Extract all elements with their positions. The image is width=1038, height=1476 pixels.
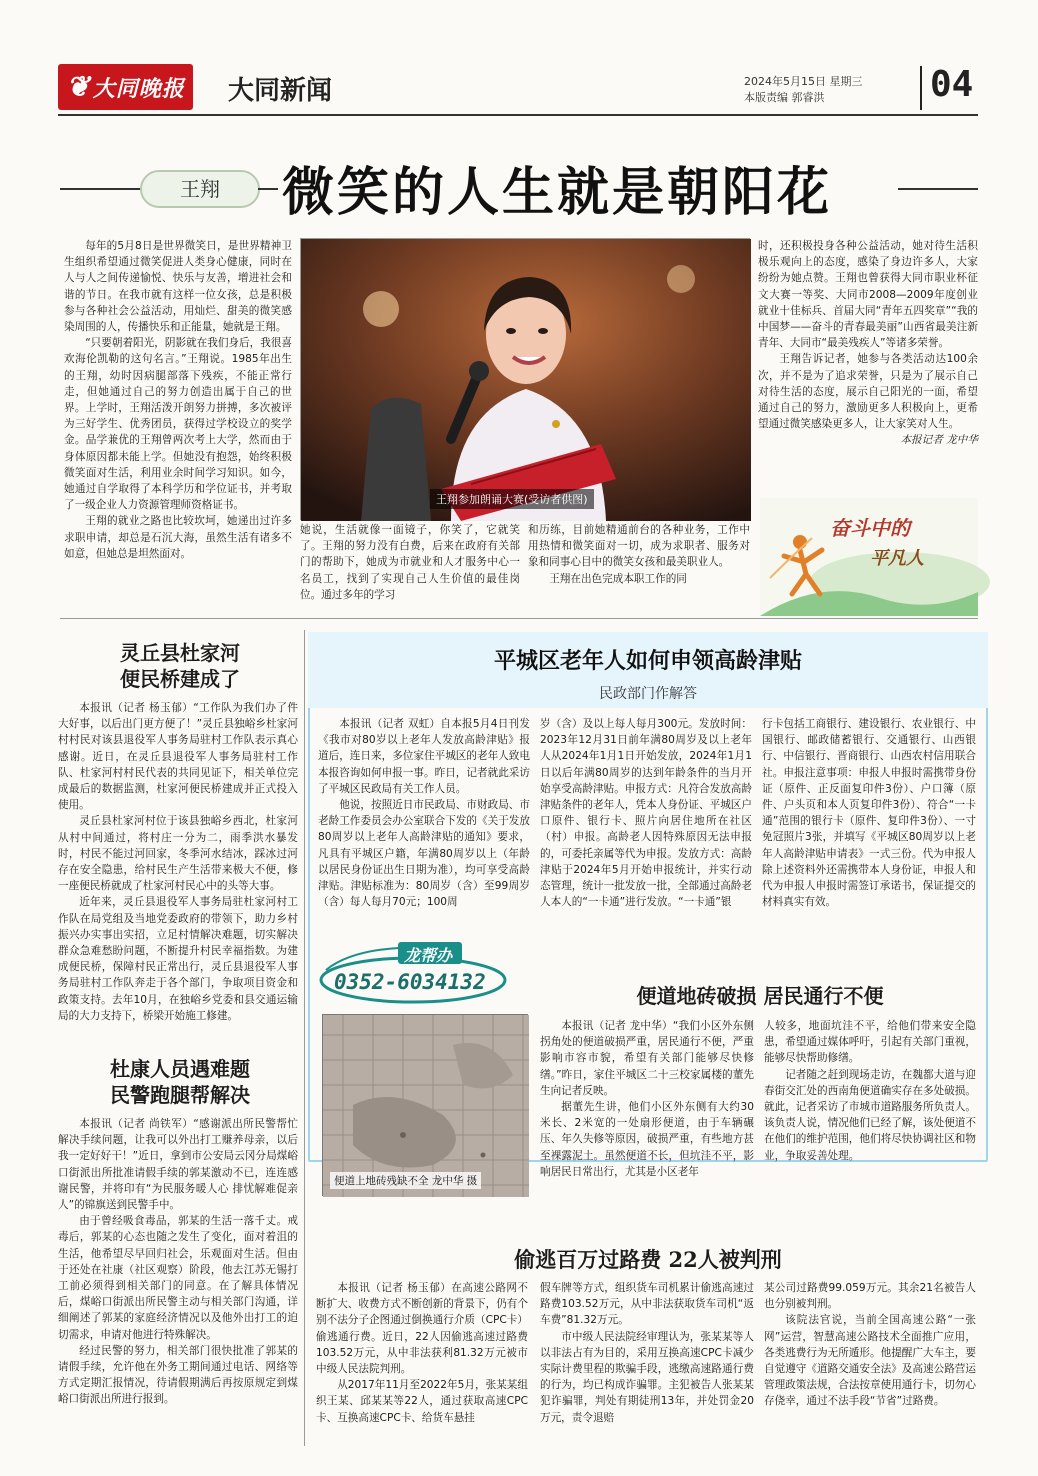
toll-paragraph: 本报讯（记者 杨玉郁）在高速公路网不断扩大、收费方式不断创新的背景下，仍有个别不法分子企图通过倒换通行介质（CPC卡）偷逃通行费。近日，22人因偷逃高速过路费103.52万元，从中非法获利81.32万元被市中级人民法院判刑。 (316, 1282, 528, 1376)
lead-column-2 (300, 522, 520, 606)
bridge-paragraph: 近年来，灵丘县退役军人事务局驻杜家河村工作队在局党组及当地党委政府的带领下，助力乡村振兴办实事出实招，立足村情解决难题，切实解决群众急难愁盼问题，不断提升村民幸福指数。为建成便民桥，保障村民正常出行，灵丘县退役军人事务局驻村工作队奔走于各个部门，争取项目资金和政策支持。去年10月，在独峪乡党委和县交通运输局的大力支持下，桥梁开始施工修建。 (58, 896, 298, 1022)
pension-column-3 (762, 716, 976, 938)
issue-date: 2024年5月15日 星期三 (744, 75, 863, 88)
lead-headline: 微笑的人生就是朝阳花 (282, 162, 833, 223)
fendou-badge (760, 498, 978, 616)
lead-byline: 本报记者 龙中华 (900, 434, 978, 447)
police-paragraph: 本报讯（记者 尚铁军）“感谢派出所民警帮忙解决手续问题，让我可以外出打工赚养母亲，以后我一定好好干！”近日，拿到市公安局云冈分局煤峪口街派出所批准请假手续的郭某激动不已，连连感谢民警，并将印有“为民服务暖人心 排忧解难促亲人”的锦旗送到民警手中。 (58, 1118, 298, 1212)
police-body (58, 1116, 298, 1444)
longbang-name: 龙帮办 (404, 946, 453, 965)
badge-line-2: 平凡人 (870, 548, 924, 569)
toll-paragraph: 从2017年11月至2022年5月，张某某组织王某、邱某某等22人，通过获取高速CPC卡、互换高速CPC卡、给货车悬挂 (316, 1379, 528, 1424)
lead-paragraph: 每年的5月8日是世界微笑日，是世界精神卫生组织希望通过微笑促进人类身心健康，同时在人与人之间传递愉悦、快乐与友善，增进社会和谐的节日。在我市就有这样一位女孩，总是积极参与各种社会公益活动，用灿烂、甜美的微笑感染周围的人，传播快乐和正能量，她就是王翔。 (64, 240, 292, 334)
sidewalk-paragraph: 据董先生讲，他们小区外东侧有大约30米长、2米宽的一处扇形便道，由于车辆碾压、年久失修等原因，破损严重，有些地方甚至裸露泥土。虽然便道不长，但坑洼不平，影响居民日常出行，尤其是小区老年 (540, 1101, 754, 1178)
section-title: 大同新闻 (228, 76, 333, 106)
broken-sidewalk-photo (322, 1014, 528, 1196)
toll-paragraph: 市中级人民法院经审理认为，张某某等人以非法占有为目的，采用互换高速CPC卡减少实际计费里程的欺骗手段，逃缴高速路通行费的行为，均已构成诈骗罪。主犯被告人张某某犯诈骗罪，判处有期徒刑13年，并处罚金20万元，责令退赔 (540, 1330, 754, 1424)
lead-paragraph: 王翔告诉记者，她参与各类活动达100余次，并不是为了追求荣誉，只是为了展示自己对待生活的态度，展示自己阳光的一面，希望通过自己的努力，激励更多人积极向上，更希望通过微笑感染更多人，让大家笑对人生。 (758, 353, 978, 431)
issue-date-block (744, 74, 863, 106)
sidewalk-column-2 (764, 1018, 976, 1198)
logo-text: 大同晚报 (92, 76, 185, 102)
lead-column-1 (64, 238, 292, 606)
woman-with-microphone-photo (301, 239, 751, 521)
pension-column-2 (540, 716, 752, 938)
badge-line-1: 奋斗中的 (830, 516, 910, 540)
police-headline-line-1: 杜康人员遇难题 (110, 1057, 250, 1081)
bridge-headline (60, 640, 300, 692)
sidewalk-paragraph: 本报讯（记者 龙中华）“我们小区外东侧拐角处的便道破损严重，居民通行不便，严重影响市容市貌，希望有关部门能够尽快修缮。”昨日，家住平城区二十三校家属楼的董先生向记者反映。 (540, 1020, 754, 1097)
police-headline-line-2: 民警跑腿帮解决 (110, 1083, 250, 1107)
pension-subheadline: 民政部门作解答 (599, 686, 697, 702)
newspaper-logo (58, 64, 193, 110)
police-headline (60, 1056, 300, 1108)
bridge-headline-line-2: 便民桥建成了 (120, 667, 240, 691)
lead-photo-caption: 王翔参加朗诵大赛(受访者供图) (430, 489, 594, 509)
lead-paragraph: 王翔在出色完成本职工作的同 (549, 572, 687, 585)
lead-paragraph: “只要朝着阳光，阴影就在我们身后，我很喜欢海伦凯勒的这句名言。”王翔说。1985年出生的王翔，幼时因病腿部落下残疾，不能正常行走，但她通过自己的努力创造出属于自己的世界。上学时，王翔活泼开朗努力拼搏，多次被评为三好学生、优秀团员，获得过学校设立的奖学金。品学兼优的王翔曾两次考上大学，然而由于身体原因都未能上学。但她没有抱怨，始终积极微笑面对生活，利用业余时间学习知识。如今，她通过自学取得了本科学历和学位证书，并考取了一级企业人力资源管理师资格证书。 (64, 337, 292, 512)
toll-paragraph: 某公司过路费99.059万元。其余21名被告人也分别被判刑。 (764, 1282, 976, 1311)
sidewalk-column-1 (540, 1018, 754, 1178)
lead-paragraph: 王翔的就业之路也比较坎坷，她递出过许多求职申请，却总是石沉大海，虽然生活有诸多不如意，但她总是坦然面对。 (64, 515, 292, 560)
longbang-phone: 0352-6034132 (334, 970, 486, 994)
pension-paragraph: 岁（含）及以上每人每月300元。发放时间：2023年12月31日前年满80周岁及以上老年人从2024年1月1日开始发放，2024年1月1日以后年满80周岁的达到年龄条件的当月开始享受高龄津贴。申报方式：凡符合发放高龄津贴条件的老年人，凭本人身份证、平城区户口原件、银行卡、照片向居住地所在社区（村）申报。高龄老人因特殊原因无法申报的，可委托亲属等代为申报。发放方式：高龄津贴于2024年5月开始申报统计，并实行动态管理，统计一批发放一批，全部通过高龄老人本人的“一卡通”进行发放。“一卡通”银 (540, 718, 752, 909)
masthead-divider (920, 66, 922, 110)
paving-tiles-photo (323, 1015, 529, 1197)
toll-paragraph: 该院法官说，当前全国高速公路“一张网”运营，智慧高速公路技术全面推广应用，各类逃费行为无所遁形。他提醒广大车主，要自觉遵守《道路交通安全法》及高速公路营运管理政策法规，合法按章使用通行卡，切勿心存侥幸，通过不法手段“节省”过路费。 (764, 1314, 976, 1408)
masthead-rule (58, 114, 978, 116)
page-editor: 本版责编 郭睿洪 (744, 91, 825, 104)
longbang-hotline-logo (318, 940, 508, 1006)
bridge-headline-line-1: 灵丘县杜家河 (120, 641, 240, 665)
title-rule-mid (258, 188, 278, 190)
lead-paragraph: 她说，生活就像一面镜子，你笑了，它就笑了。王翔的努力没有白费，后来在政府有关部门的帮助下，她成为市就业和人才服务中心一名员工，找到了实现自己人生价值的最佳岗位。通过多年的学习 (300, 524, 520, 601)
lead-paragraph: 时，还积极投身各种公益活动，她对待生活积极乐观向上的态度，感染了身边许多人，大家纷纷为她点赞。王翔也曾获得大同市职业杯征文大赛一等奖、大同市2008—2009年度创业就业十佳标兵、首届大同“青年五四奖章”“我的中国梦——奋斗的青春最美丽”山西省最美注新青年、大同市“最美残疾人”等诸多荣誉。 (758, 240, 978, 350)
bridge-paragraph: 灵丘县杜家河村位于该县独峪乡西北，杜家河从村中间通过，将村庄一分为二，雨季洪水暴发时，村民不能过河回家，冬季河水结冰，踩冰过河存在安全隐患，给村民生产生活带来极大不便，修一座便民桥就成了杜家河村民心中的头等大事。 (58, 815, 298, 893)
pension-column-1 (318, 716, 530, 938)
pension-paragraph: 行卡包括工商银行、建设银行、农业银行、中国银行、邮政储蓄银行、交通银行、山西银行、中信银行、晋商银行、山西农村信用联合社。申报注意事项：申报人申报时需携带身份证（原件、正反面复印件3份）、户口簿（原件、户头页和本人页复印件3份）、符合“一卡通”范围的银行卡（原件、复印件3份）、一寸免冠照片3张，并填写《平城区80周岁以上老年人高龄津贴申请表》一式三份。代为申报人除上述资料外还需携带本人身份证，申报人和代为申报人申报时需签订承诺书，保证提交的材料真实有效。 (762, 718, 976, 909)
sidewalk-paragraph: 人较多，地面坑洼不平，给他们带来安全隐患，希望通过媒体呼吁，引起有关部门重视，能够尽快帮助修缮。 (764, 1020, 976, 1065)
section-rule (60, 618, 978, 619)
police-paragraph: 经过民警的努力，相关部门很快批准了郭某的请假手续，允许他在外务工期间通过电话、网络等方式定期汇报情况，待请假期满后再按原规定到煤峪口街派出所进行报到。 (58, 1344, 298, 1406)
lead-photo (300, 238, 750, 520)
sidewalk-paragraph: 记者随之赶到现场走访，在魏都大道与迎春街交汇处的西南角便道确实存在多处破损。就此，记者采访了市城市道路服务所负责人。该负责人说，情况他们已经了解，该处便道不在他们的维护范围，他们将尽快协调社区和物业，争取妥善处理。 (764, 1068, 976, 1162)
lead-paragraph: 和历练，目前她精通前台的各种业务，工作中用热情和微笑面对一切，成为求职者、服务对象和同事心目中的微笑女孩和最美职业人。 (528, 524, 750, 569)
flame-logo-icon: ❦ (66, 70, 91, 103)
masthead (58, 64, 978, 116)
police-paragraph: 由于曾经吸食毒品，郭某的生活一落千丈。戒毒后，郭某的心态也随之发生了变化，面对着沮的生活，他希望尽早回归社会，乐观面对生活。但由于还处在社康（社区观察）阶段，他去江苏无锡打工前必须得到相关部门的同意。在了解具体情况后，煤峪口街派出所民警主动与相关部门沟通，详细阐述了郭某的家庭经济情况以及他外出打工的迫切需求，申请对他进行特殊解决。 (58, 1215, 298, 1341)
title-rule-right (898, 188, 978, 190)
lead-column-3 (528, 522, 750, 606)
bridge-body (58, 700, 298, 1042)
page-number: 04 (930, 64, 974, 105)
sidewalk-photo-caption: 便道上地砖残缺不全 龙中华 摄 (330, 1172, 481, 1189)
pension-paragraph: 他说，按照近日市民政局、市财政局、市老龄工作委员会办公室联合下发的《关于发放80周岁以上老年人高龄津贴的通知》要求，凡具有平城区户籍，年满80周岁以上（年龄以居民身份证出生日期为准），均可享受高龄津贴。津贴标准为：80周岁（含）至99周岁（含）每人每月70元；100周 (318, 799, 530, 909)
bridge-paragraph: 本报讯（记者 杨玉郁）“工作队为我们办了件大好事，以后出门更方便了！”灵丘县独峪乡杜家河村村民对该县退役军人事务局驻村工作队表示真心感谢。近日，在灵丘县退役军人事务局驻村工作队、杜家河村村民代表的共同见证下，相关单位完成最后的数据监测，杜家河便民桥建成并正式投入使用。 (58, 702, 298, 812)
toll-headline: 偷逃百万过路费 22人被判刑 (514, 1247, 782, 1272)
toll-column-1 (316, 1280, 528, 1450)
toll-column-2 (540, 1280, 754, 1450)
column-divider (304, 630, 305, 1446)
sidewalk-headline: 便道地砖破损 居民通行不便 (636, 984, 884, 1008)
title-rule-left (60, 188, 145, 190)
toll-column-3 (764, 1280, 976, 1450)
pension-paragraph: 本报讯（记者 双虹）自本报5月4日刊发《我市对80岁以上老年人发放高龄津贴》报道后，连日来，多位家住平城区的老年人致电本报咨询如何申报一事。昨日，记者就此采访了平城区民政局有关工作人员。 (318, 718, 530, 795)
author-tag: 王翔 (140, 170, 260, 208)
toll-paragraph: 假车牌等方式，组织货车司机累计偷逃高速过路费103.52万元，从中非法获取货车司机“返车费”81.32万元。 (540, 1282, 754, 1327)
pension-headline: 平城区老年人如何申领高龄津贴 (493, 648, 802, 674)
lead-column-4 (758, 238, 978, 498)
